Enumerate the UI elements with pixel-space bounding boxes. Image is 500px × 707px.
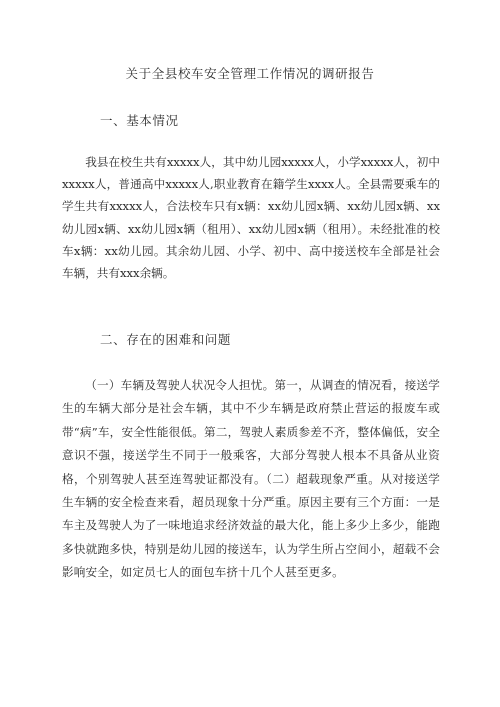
section-paragraph-problems: （一）车辆及驾驶人状况令人担忧。第一，从调查的情况看，接送学生的车辆大部分是社会车辆，其中不少车辆是政府禁止营运的报废车或带“病”车，安全性能很低。第二，驾驶人素质参差不齐，整体偏低，安全意识不强，接送学生不同于一般乘客，大部分驾驶人根本不具备从业资格，个别驾驶人甚至连驾驶证都没有。（二）超载现象严重。从对接送学生车辆的安全检查来看，超员现象十分严重。原因主要有三个方面：一是车主及驾驶人为了一味地追求经济效益的最大化，能上多少上多少，能跑多快就跑多快，特别是幼儿园的接送车，认为学生所占空间小，超载不会影响安全，如定员七人的面包车挤十几个人甚至更多。 bbox=[62, 378, 440, 580]
section-paragraph-basic-situation: 我县在校生共有xxxxx人，其中幼儿园xxxxx人，小学xxxxx人，初中xxxxx人，普通高中xxxxx人,职业教育在籍学生xxxx人。全县需要乘车的学生共有xxxxx人，合法校车只有x辆：xx幼儿园x辆、xx幼儿园x辆、xx幼儿园x辆、xx幼儿园x辆（租用）、xx幼儿园x辆（租用）。未经批准的校车x辆：xx幼儿园。其余幼儿园、小学、初中、高中接送校车全部是社会车辆，共有xxx余辆。 bbox=[62, 155, 440, 281]
section-heading-basic-situation: 一、基本情况 bbox=[100, 113, 179, 128]
section-heading-problems: 二、存在的困难和问题 bbox=[100, 332, 232, 347]
document-title: 关于全县校车安全管理工作情况的调研报告 bbox=[125, 66, 375, 81]
